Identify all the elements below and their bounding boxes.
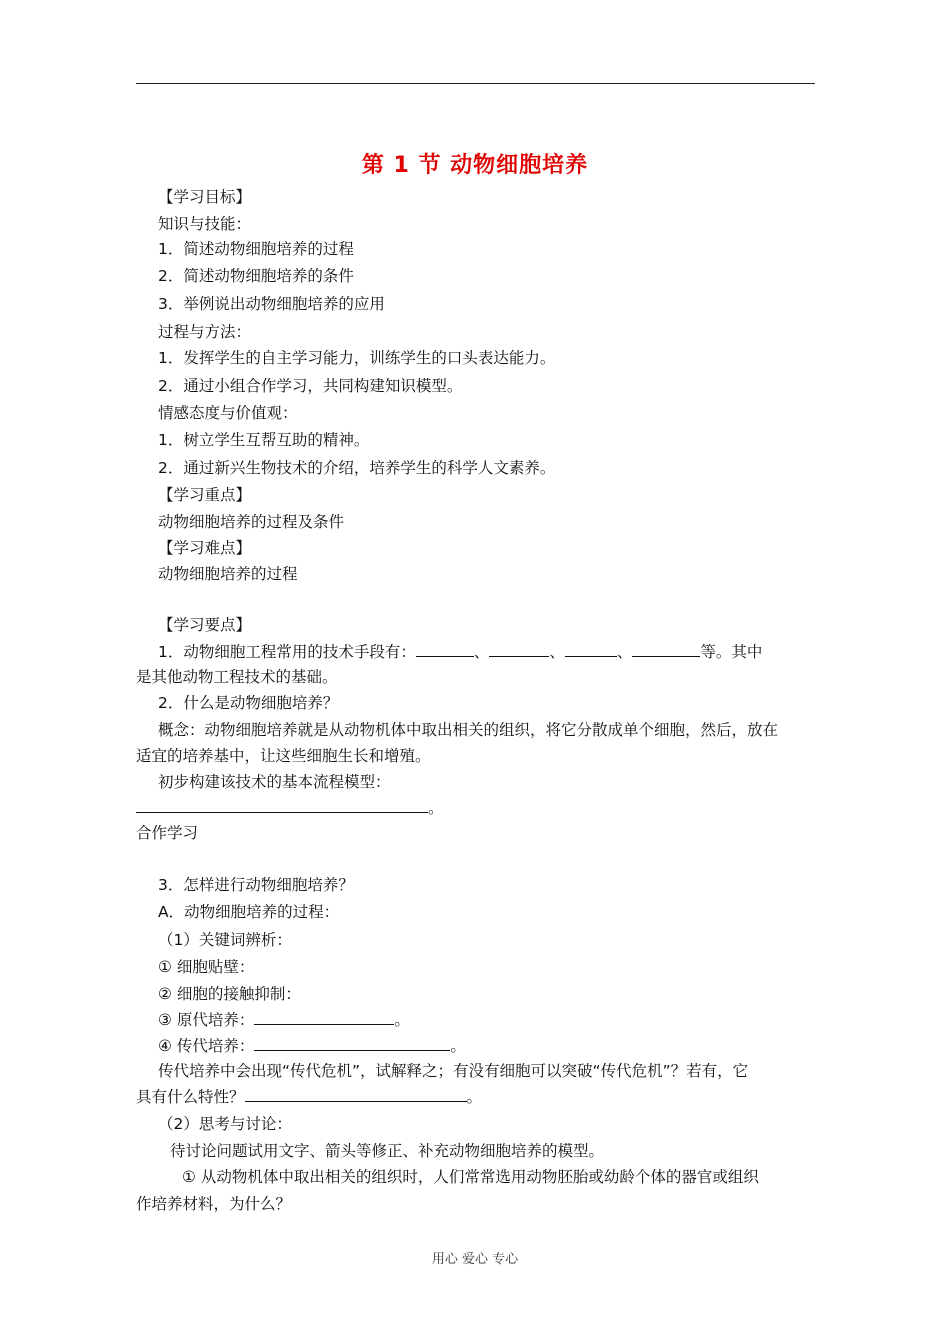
- fill-blank[interactable]: [254, 1010, 394, 1025]
- subheading-discussion: （2）思考与讨论：: [158, 1115, 292, 1133]
- question-3: 3．怎样进行动物细胞培养？: [158, 876, 354, 894]
- discussion-question: ① 从动物机体中取出相关的组织时，人们常常选用动物胚胎或幼龄个体的器官或组织: [182, 1168, 759, 1186]
- list-item: 1．发挥学生的自主学习能力，训练学生的口头表达能力。: [158, 349, 556, 367]
- subheading-emotion: 情感态度与价值观：: [158, 404, 298, 422]
- list-item: [158, 1010, 410, 1030]
- separator: 、: [473, 643, 490, 661]
- separator: 、: [616, 643, 633, 661]
- list-item: 3．举例说出动物细胞培养的应用: [158, 295, 385, 313]
- body-text: 待讨论问题试用文字、箭头等修正、补充动物细胞培养的模型。: [170, 1142, 605, 1160]
- list-item: 1．树立学生互帮互助的精神。: [158, 431, 370, 449]
- fill-blank[interactable]: [416, 642, 474, 657]
- question-2: 2．什么是动物细胞培养？: [158, 694, 339, 712]
- punctuation: 。: [428, 799, 444, 817]
- fill-blank[interactable]: [489, 642, 549, 657]
- body-text-cont: [136, 1087, 482, 1107]
- subheading-knowledge: 知识与技能：: [158, 215, 252, 233]
- fill-blank[interactable]: [245, 1087, 467, 1102]
- body-text: 初步构建该技术的基本流程模型：: [158, 773, 391, 791]
- section-heading-difficulty: 【学习难点】: [158, 539, 252, 557]
- section-heading-objectives: 【学习目标】: [158, 188, 252, 206]
- page-title: 第 1 节 动物细胞培养: [361, 153, 589, 178]
- subheading-keywords: （1）关键词辨析：: [158, 931, 292, 949]
- list-item-label: ③ 原代培养：: [158, 1011, 255, 1029]
- concept-text: 概念：动物细胞培养就是从动物机体中取出相关的组织，将它分散成单个细胞，然后，放在: [158, 721, 779, 739]
- list-item: ② 细胞的接触抑制：: [158, 985, 301, 1003]
- subheading-cooperative: 合作学习: [136, 824, 199, 842]
- fill-blank[interactable]: [254, 1036, 450, 1051]
- body-text: 具有什么特性？: [136, 1088, 245, 1106]
- list-item: [158, 1036, 466, 1056]
- list-item: 1．简述动物细胞培养的过程: [158, 240, 354, 258]
- body-text: 动物细胞培养的过程: [158, 565, 298, 583]
- question-1-tail: 等。其中: [700, 643, 763, 661]
- list-item: ① 细胞贴壁：: [158, 958, 255, 976]
- subheading-a: A．动物细胞培养的过程：: [158, 903, 340, 921]
- question-1-line: [158, 642, 762, 662]
- punctuation: 。: [450, 1037, 466, 1055]
- list-item: 2．简述动物细胞培养的条件: [158, 267, 354, 285]
- fill-blank[interactable]: [136, 798, 428, 813]
- body-text: 是其他动物工程技术的基础。: [136, 668, 338, 686]
- page-footer: 用心 爱心 专心: [431, 1252, 519, 1267]
- question-1-text: 1．动物细胞工程常用的技术手段有：: [158, 643, 416, 661]
- list-item-label: ④ 传代培养：: [158, 1037, 255, 1055]
- section-heading-points: 【学习要点】: [158, 616, 252, 634]
- fill-blank[interactable]: [565, 642, 617, 657]
- concept-text-cont: 适宜的培养基中，让这些细胞生长和增殖。: [136, 747, 431, 765]
- model-blank-line: [136, 798, 444, 818]
- punctuation: 。: [466, 1088, 483, 1106]
- fill-blank[interactable]: [632, 642, 700, 657]
- separator: 、: [549, 643, 565, 661]
- discussion-question-cont: 作培养材料，为什么？: [136, 1195, 292, 1213]
- body-text: 传代培养中会出现“传代危机”，试解释之；有没有细胞可以突破“传代危机”？若有，它: [158, 1062, 749, 1080]
- body-text: 动物细胞培养的过程及条件: [158, 513, 345, 531]
- punctuation: 。: [394, 1011, 410, 1029]
- list-item: 2．通过新兴生物技术的介绍，培养学生的科学人文素养。: [158, 459, 556, 477]
- header-rule: [136, 83, 815, 84]
- subheading-process: 过程与方法：: [158, 323, 252, 341]
- list-item: 2．通过小组合作学习，共同构建知识模型。: [158, 377, 463, 395]
- section-heading-focus: 【学习重点】: [158, 486, 252, 504]
